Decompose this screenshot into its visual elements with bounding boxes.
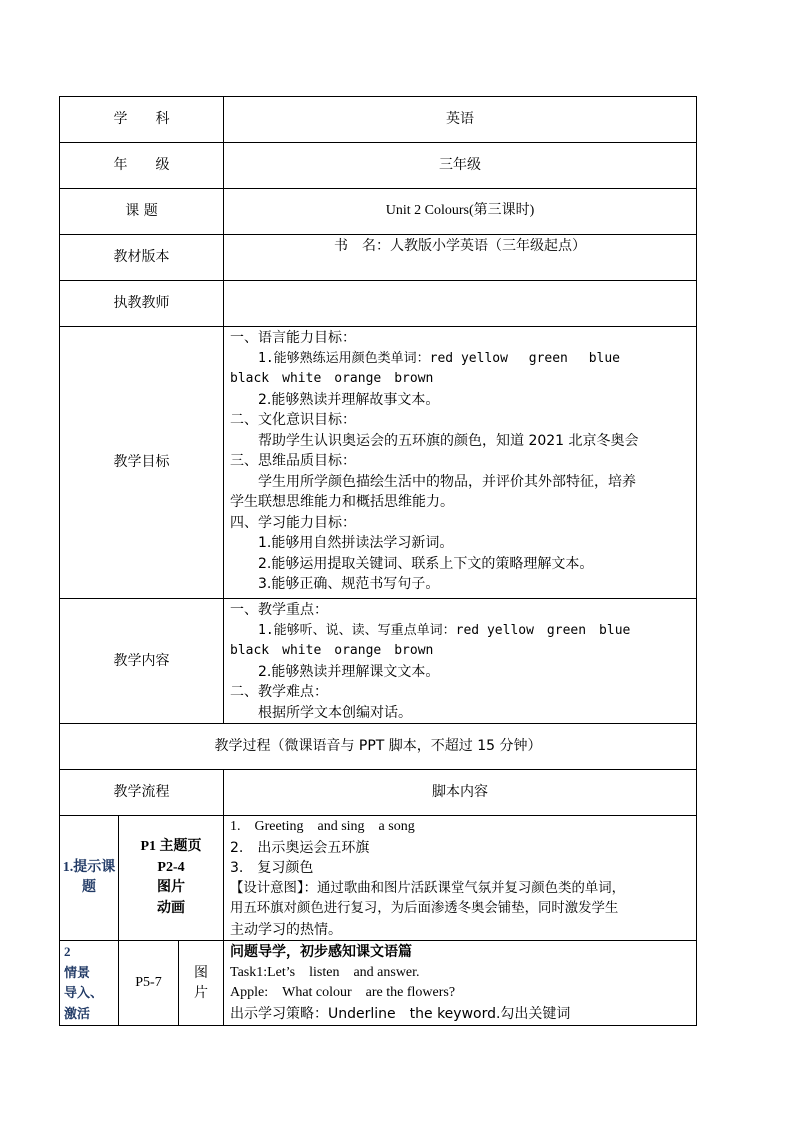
- content-label: 教学内容: [60, 599, 224, 724]
- content-content: [224, 599, 697, 724]
- objectives-line: 2.能够运用提取关键词、联系上下文的策略理解文本。: [258, 555, 594, 572]
- stage1-slide-line: 图片: [157, 880, 185, 895]
- grade-value: 三年级: [224, 143, 697, 189]
- topic-row: [60, 189, 697, 235]
- content-line: 根据所学文本创编对话。: [258, 704, 412, 721]
- stage2-line: Task1:Let’s listen and answer.: [230, 964, 420, 980]
- lesson-plan-table: [59, 96, 697, 1026]
- grade-label: 年 级: [60, 143, 224, 189]
- stage2-row: [60, 941, 697, 1026]
- objectives-line: 一、语言能力目标：: [230, 330, 356, 346]
- textbook-value: 书 名：人教版小学英语（三年级起点）: [224, 235, 697, 281]
- stage2-line: Apple: What colour are the flowers?: [230, 985, 456, 1000]
- stage2-name-line: 2: [64, 944, 71, 959]
- objectives-line: 四、学习能力目标：: [230, 514, 356, 531]
- objectives-line: 三、思维品质目标：: [230, 453, 356, 469]
- objectives-line: 1.能够用自然拼读法学习新词。: [258, 535, 454, 551]
- objectives-content: [224, 327, 697, 599]
- teacher-label: 执教教师: [60, 281, 224, 327]
- stage1-slide-line: P1 主题页: [140, 839, 202, 854]
- objectives-line: 二、文化意识目标：: [230, 412, 356, 428]
- textbook-row: [60, 235, 697, 281]
- flow-header-row: [60, 770, 697, 816]
- stage2-media: [179, 941, 224, 1026]
- stage2-name-line: 导入、: [64, 985, 104, 1000]
- content-line: 2.能够熟读并理解课文文本。: [258, 663, 440, 680]
- objectives-line: 1.能够熟练运用颜色类单词：red yellow green blue: [258, 350, 621, 366]
- stage2-pages: P5-7: [119, 941, 179, 1026]
- flow-header-right: 脚本内容: [224, 770, 697, 816]
- process-header-row: [60, 724, 697, 770]
- topic-value: Unit 2 Colours(第三课时): [224, 189, 697, 235]
- teacher-row: [60, 281, 697, 327]
- stage2-content: [224, 941, 697, 1026]
- stage2-name: [60, 941, 119, 1026]
- stage2-media-line: 片: [194, 985, 208, 1001]
- stage1-line: 主动学习的热情。: [230, 921, 342, 938]
- stage1-line: 2. 出示奥运会五环旗: [230, 839, 370, 856]
- content-line: 二、教学难点：: [230, 684, 328, 700]
- stage1-content: [224, 816, 697, 941]
- stage1-line: 【设计意图】：通过歌曲和图片活跃课堂气氛并复习颜色类的单词，: [230, 880, 626, 896]
- stage1-line: 用五环旗对颜色进行复习，为后面渗透冬奥会铺垫，同时激发学生: [230, 901, 619, 916]
- stage1-line: 1. Greeting and sing a song: [230, 819, 415, 834]
- stage2-line: 出示学习策略：Underline the keyword.勾出关键词: [230, 1005, 571, 1022]
- stage1-line: 3. 复习颜色: [230, 860, 314, 876]
- grade-row: [60, 143, 697, 189]
- objectives-line: 学生用所学颜色描绘生活中的物品，并评价其外部特征，培养: [258, 473, 636, 490]
- stage1-slides: [119, 816, 224, 941]
- content-row: [60, 599, 697, 724]
- objectives-line: 学生联想思维能力和概括思维能力。: [230, 494, 454, 510]
- stage1-row: [60, 816, 697, 941]
- stage2-line: 问题导学，初步感知课文语篇: [230, 944, 412, 960]
- stage2-media-line: 图: [194, 964, 208, 981]
- topic-label: 课 题: [60, 189, 224, 235]
- stage1-name: 1.提示课题: [60, 816, 119, 941]
- objectives-line: 帮助学生认识奥运会的五环旗的颜色，知道 2021 北京冬奥会: [258, 432, 639, 449]
- content-line: 一、教学重点：: [230, 602, 328, 618]
- subject-value: 英语: [224, 97, 697, 143]
- teacher-value: [224, 281, 697, 327]
- stage1-slide-line: P2-4: [157, 859, 185, 875]
- subject-label: 学 科: [60, 97, 224, 143]
- textbook-label: 教材版本: [60, 235, 224, 281]
- objectives-label: 教学目标: [60, 327, 224, 599]
- subject-row: [60, 97, 697, 143]
- objectives-line: 3.能够正确、规范书写句子。: [258, 576, 440, 592]
- stage1-slide-line: 动画: [157, 900, 185, 916]
- objectives-row: [60, 327, 697, 599]
- content-line: black white orange brown: [230, 643, 434, 658]
- flow-header-left: 教学流程: [60, 770, 224, 816]
- process-header: 教学过程（微课语音与 PPT 脚本，不超过 15 分钟）: [60, 724, 697, 770]
- content-line: 1.能够听、说、读、写重点单词：red yellow green blue: [258, 622, 631, 638]
- objectives-line: 2.能够熟读并理解故事文本。: [258, 391, 440, 408]
- objectives-line: black white orange brown: [230, 371, 434, 386]
- stage2-name-line: 激活: [64, 1005, 91, 1021]
- stage2-name-line: 情景: [64, 964, 91, 980]
